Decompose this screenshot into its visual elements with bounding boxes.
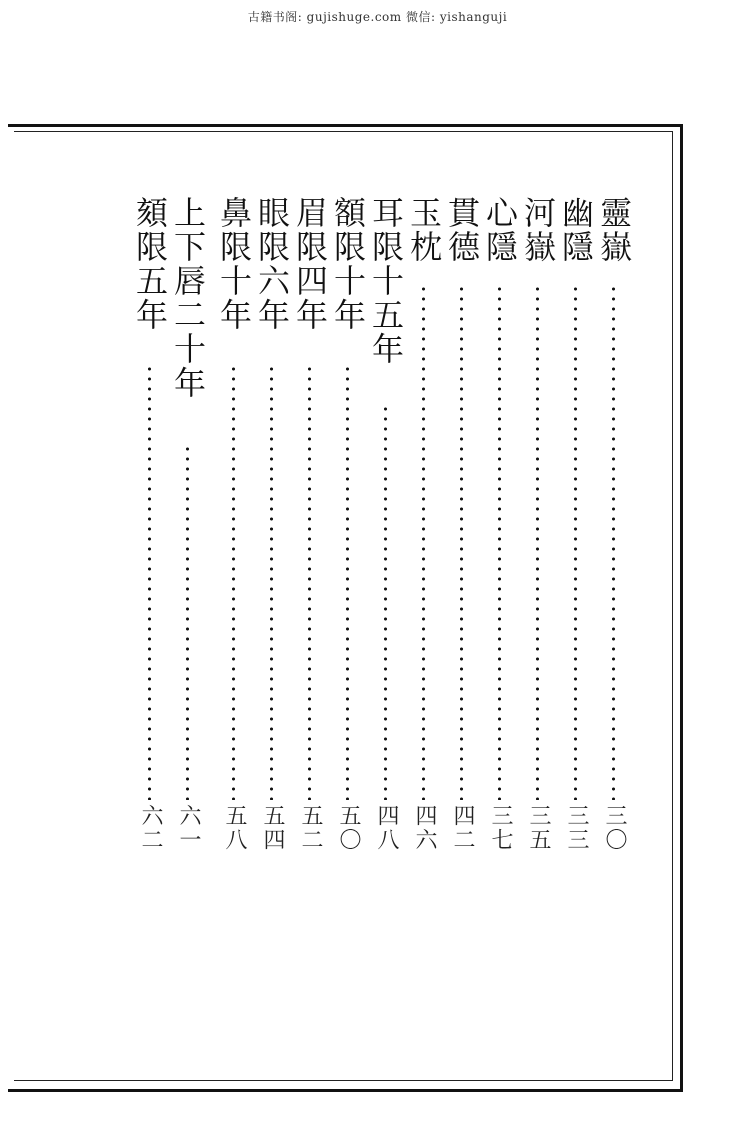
toc-leader-dots	[421, 284, 426, 800]
toc-entry	[442, 196, 482, 856]
toc-entry-title: 鼻限十年	[215, 196, 253, 332]
toc-leader-dots	[535, 284, 540, 800]
toc-entry	[328, 196, 368, 856]
toc-entry	[214, 196, 254, 856]
toc-entry-page: 六二	[138, 804, 163, 852]
toc-entry	[290, 196, 330, 856]
toc-leader-dots	[307, 364, 312, 800]
toc-entry-page: 六一	[176, 804, 201, 852]
toc-entry-title: 眉限四年	[291, 196, 329, 332]
toc-entry-title: 心隱	[481, 196, 519, 264]
toc-entry-title: 靈嶽	[595, 196, 633, 264]
toc-entry-title: 頦限五年	[131, 196, 169, 332]
toc-entry	[480, 196, 520, 856]
toc-entry-title: 玉枕	[405, 196, 443, 264]
toc-entry-page: 五八	[222, 804, 247, 852]
toc-leader-dots	[345, 364, 350, 800]
toc-entry-title: 額限十年	[329, 196, 367, 332]
toc-entry-title: 上下唇二十年	[169, 196, 207, 400]
toc-entry-title: 眼限六年	[253, 196, 291, 332]
toc-entry	[404, 196, 444, 856]
toc-entry-page: 五二	[298, 804, 323, 852]
toc-entry-page: 五四	[260, 804, 285, 852]
toc-entry	[518, 196, 558, 856]
toc-entry-title: 河嶽	[519, 196, 557, 264]
watermark-text: 古籍书阁: gujishuge.com 微信: yishanguji	[247, 10, 508, 24]
toc-entry-page: 四六	[412, 804, 437, 852]
toc-entry-title: 耳限十五年	[367, 196, 405, 366]
toc-leader-dots	[383, 404, 388, 800]
toc-entry-page: 四二	[450, 804, 475, 852]
toc-entry-page: 三五	[526, 804, 551, 852]
toc-entry	[594, 196, 634, 856]
toc-entry-page: 三七	[488, 804, 513, 852]
toc-entry	[130, 196, 170, 856]
toc-leader-dots	[573, 284, 578, 800]
toc-leader-dots	[497, 284, 502, 800]
toc-entry	[556, 196, 596, 856]
toc-entry-title: 幽隱	[557, 196, 595, 264]
toc-entry-page: 五〇	[336, 804, 361, 852]
toc-entry-page: 三三	[564, 804, 589, 852]
toc-leader-dots	[147, 364, 152, 800]
toc-entry-title: 貫德	[443, 196, 481, 264]
toc-entry-page: 三〇	[602, 804, 627, 852]
toc-leader-dots	[231, 364, 236, 800]
toc-leader-dots	[185, 444, 190, 800]
toc-entry	[366, 196, 406, 856]
toc-entry	[168, 196, 208, 856]
toc-leader-dots	[269, 364, 274, 800]
toc-entry	[252, 196, 292, 856]
toc-leader-dots	[611, 284, 616, 800]
toc-entry-page: 四八	[374, 804, 399, 852]
toc-leader-dots	[459, 284, 464, 800]
